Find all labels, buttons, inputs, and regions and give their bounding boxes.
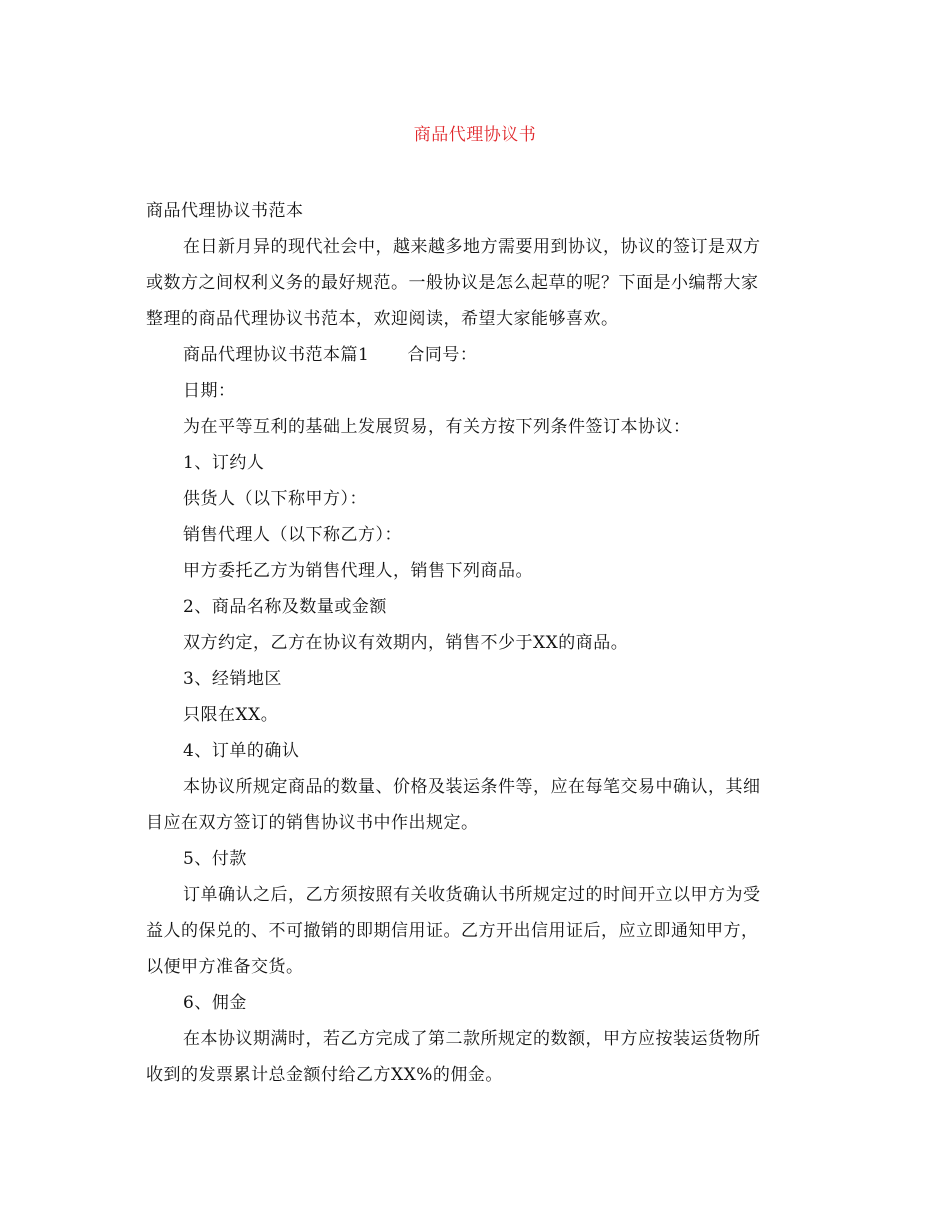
- clause-1-heading: 1、订约人: [183, 453, 265, 473]
- section-heading-line: [146, 337, 806, 373]
- clause-6-heading: 6、佣金: [183, 993, 247, 1013]
- clause-5-heading: 5、付款: [183, 849, 247, 869]
- clause-3-line: 只限在XX。: [183, 705, 279, 725]
- clause-3-heading: 3、经销地区: [183, 669, 282, 689]
- clause-4-heading: 4、订单的确认: [183, 741, 300, 761]
- date-label: 日期：: [183, 381, 236, 401]
- clause-5-line: 以便甲方准备交货。: [146, 957, 304, 977]
- clause-2-line: 双方约定，乙方在协议有效期内，销售不少于XX的商品。: [183, 633, 629, 653]
- intro-line: 整理的商品代理协议书范本，欢迎阅读，希望大家能够喜欢。: [146, 309, 619, 329]
- section-heading: 商品代理协议书范本篇1: [183, 345, 370, 365]
- clause-5-line: 益人的保兑的、不可撤销的即期信用证。乙方开出信用证后，应立即通知甲方，: [146, 921, 759, 941]
- clause-1-line: 销售代理人（以下称乙方）：: [183, 525, 402, 545]
- contract-number-label: 合同号：: [407, 345, 478, 365]
- clause-1-line: 供货人（以下称甲方）：: [183, 489, 367, 509]
- clause-6-line: 收到的发票累计总金额付给乙方XX%的佣金。: [146, 1065, 503, 1085]
- clause-2-heading: 2、商品名称及数量或金额: [183, 597, 387, 617]
- clause-1-line: 甲方委托乙方为销售代理人，销售下列商品。: [183, 561, 533, 581]
- intro-line: 或数方之间权利义务的最好规范。一般协议是怎么起草的呢？下面是小编帮大家: [146, 273, 759, 293]
- clause-5-line: 订单确认之后，乙方须按照有关收货确认书所规定过的时间开立以甲方为受: [183, 885, 761, 905]
- clause-4-line: 本协议所规定商品的数量、价格及装运条件等，应在每笔交易中确认，其细: [183, 777, 761, 797]
- document-subtitle: 商品代理协议书范本: [146, 201, 304, 221]
- clause-4-line: 目应在双方签订的销售协议书中作出规定。: [146, 813, 479, 833]
- document-body: [146, 193, 806, 1093]
- intro-line: 在日新月异的现代社会中，越来越多地方需要用到协议，协议的签订是双方: [183, 237, 761, 257]
- document-title: 商品代理协议书: [413, 125, 537, 145]
- preamble: 为在平等互利的基础上发展贸易，有关方按下列条件签订本协议：: [183, 417, 691, 437]
- clause-6-line: 在本协议期满时，若乙方完成了第二款所规定的数额，甲方应按装运货物所: [183, 1029, 761, 1049]
